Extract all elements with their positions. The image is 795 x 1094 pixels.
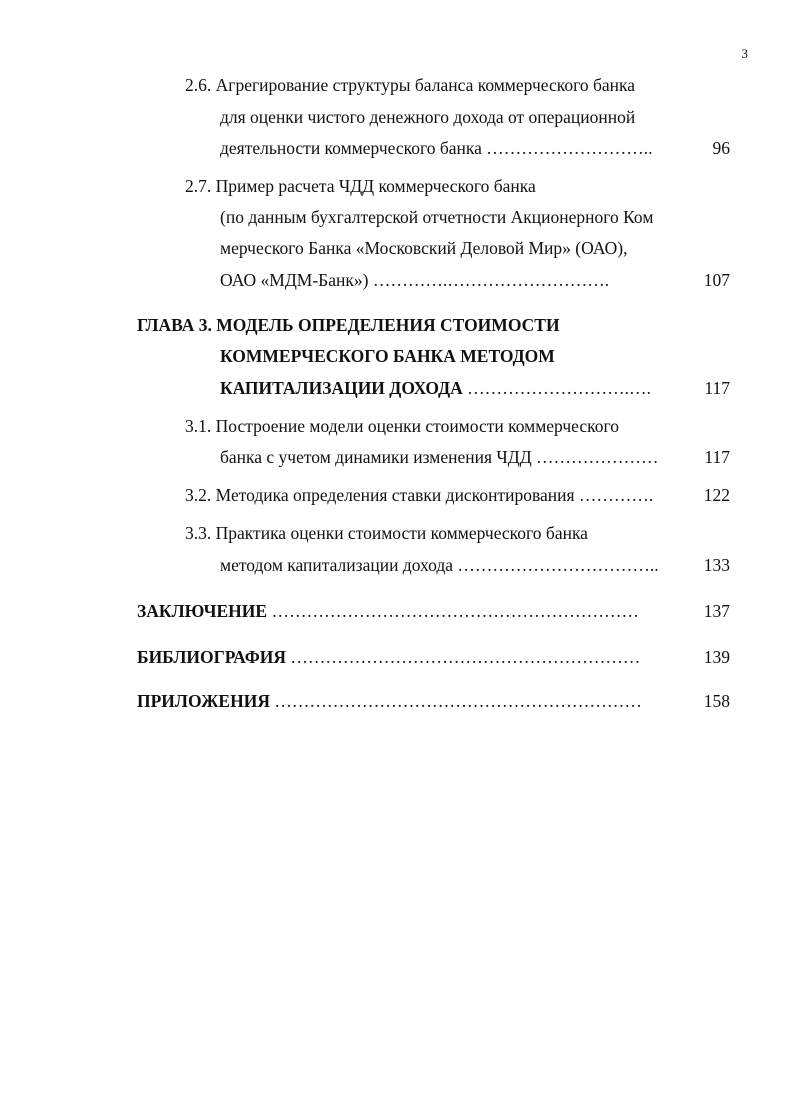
- toc-2-6-line-3: деятельности коммерческого банка ………………………..: [220, 138, 653, 158]
- toc-2-7-line-4: ОАО «МДМ-Банк») ………….……………………….: [220, 270, 610, 290]
- toc-appendices-page: 158: [703, 691, 730, 711]
- toc-chapter-3-line-1: ГЛАВА 3. МОДЕЛЬ ОПРЕДЕЛЕНИЯ СТОИМОСТИ: [137, 315, 560, 335]
- toc-3-2-line-1: 3.2. Методика определения ставки дисконтирования ………….: [185, 485, 654, 505]
- toc-conclusion-label: ЗАКЛЮЧЕНИЕ: [137, 601, 268, 621]
- toc-conclusion-page: 137: [703, 601, 730, 621]
- toc-chapter-3-line-3: [220, 377, 651, 399]
- toc-3-1-page: 117: [704, 447, 730, 467]
- toc-3-3-line-1: 3.3. Практика оценки стоимости коммерческого банка: [185, 523, 588, 543]
- toc-chapter-3-leader: ……………………….….: [467, 378, 651, 398]
- toc-2-7-line-1: 2.7. Пример расчета ЧДД коммерческого банка: [185, 176, 536, 196]
- toc-2-6-page: 96: [712, 138, 730, 158]
- toc-chapter-3-line-2: КОММЕРЧЕСКОГО БАНКА МЕТОДОМ: [220, 346, 555, 366]
- toc-2-6-line-1: 2.6. Агрегирование структуры баланса коммерческого банка: [185, 75, 636, 95]
- toc-3-3-line-2: методом капитализации дохода ……………………………..: [220, 555, 659, 575]
- toc-conclusion: [137, 600, 639, 622]
- toc-bibliography-page: 139: [703, 647, 730, 667]
- toc-2-7-page: 107: [703, 270, 730, 290]
- toc-appendices: [137, 690, 642, 712]
- toc-3-1-line-1: 3.1. Построение модели оценки стоимости коммерческого: [185, 416, 619, 436]
- toc-bibliography-leader: ……………………………………………………: [290, 647, 641, 667]
- toc-appendices-leader: ………………………………………………………: [274, 691, 642, 711]
- toc-2-7-line-3: мерческого Банка «Московский Деловой Мир» (ОАО),: [220, 238, 628, 258]
- toc-bibliography-label: БИБЛИОГРАФИЯ: [137, 647, 286, 667]
- toc-chapter-3-page: 117: [704, 378, 730, 398]
- toc-conclusion-leader: ………………………………………………………: [271, 601, 639, 621]
- toc-3-3-page: 133: [703, 555, 730, 575]
- toc-bibliography: [137, 646, 640, 668]
- toc-3-1-line-2: банка с учетом динамики изменения ЧДД …………………: [220, 447, 659, 467]
- toc-3-2-page: 122: [703, 485, 730, 505]
- page-number: 3: [741, 46, 748, 61]
- toc-2-7-line-2: (по данным бухгалтерской отчетности Акционерного Ком: [220, 207, 654, 227]
- toc-appendices-label: ПРИЛОЖЕНИЯ: [137, 691, 270, 711]
- toc-chapter-3-line-3-text: КАПИТАЛИЗАЦИИ ДОХОДА: [220, 378, 463, 398]
- toc-2-6-line-2: для оценки чистого денежного дохода от операционной: [220, 107, 636, 127]
